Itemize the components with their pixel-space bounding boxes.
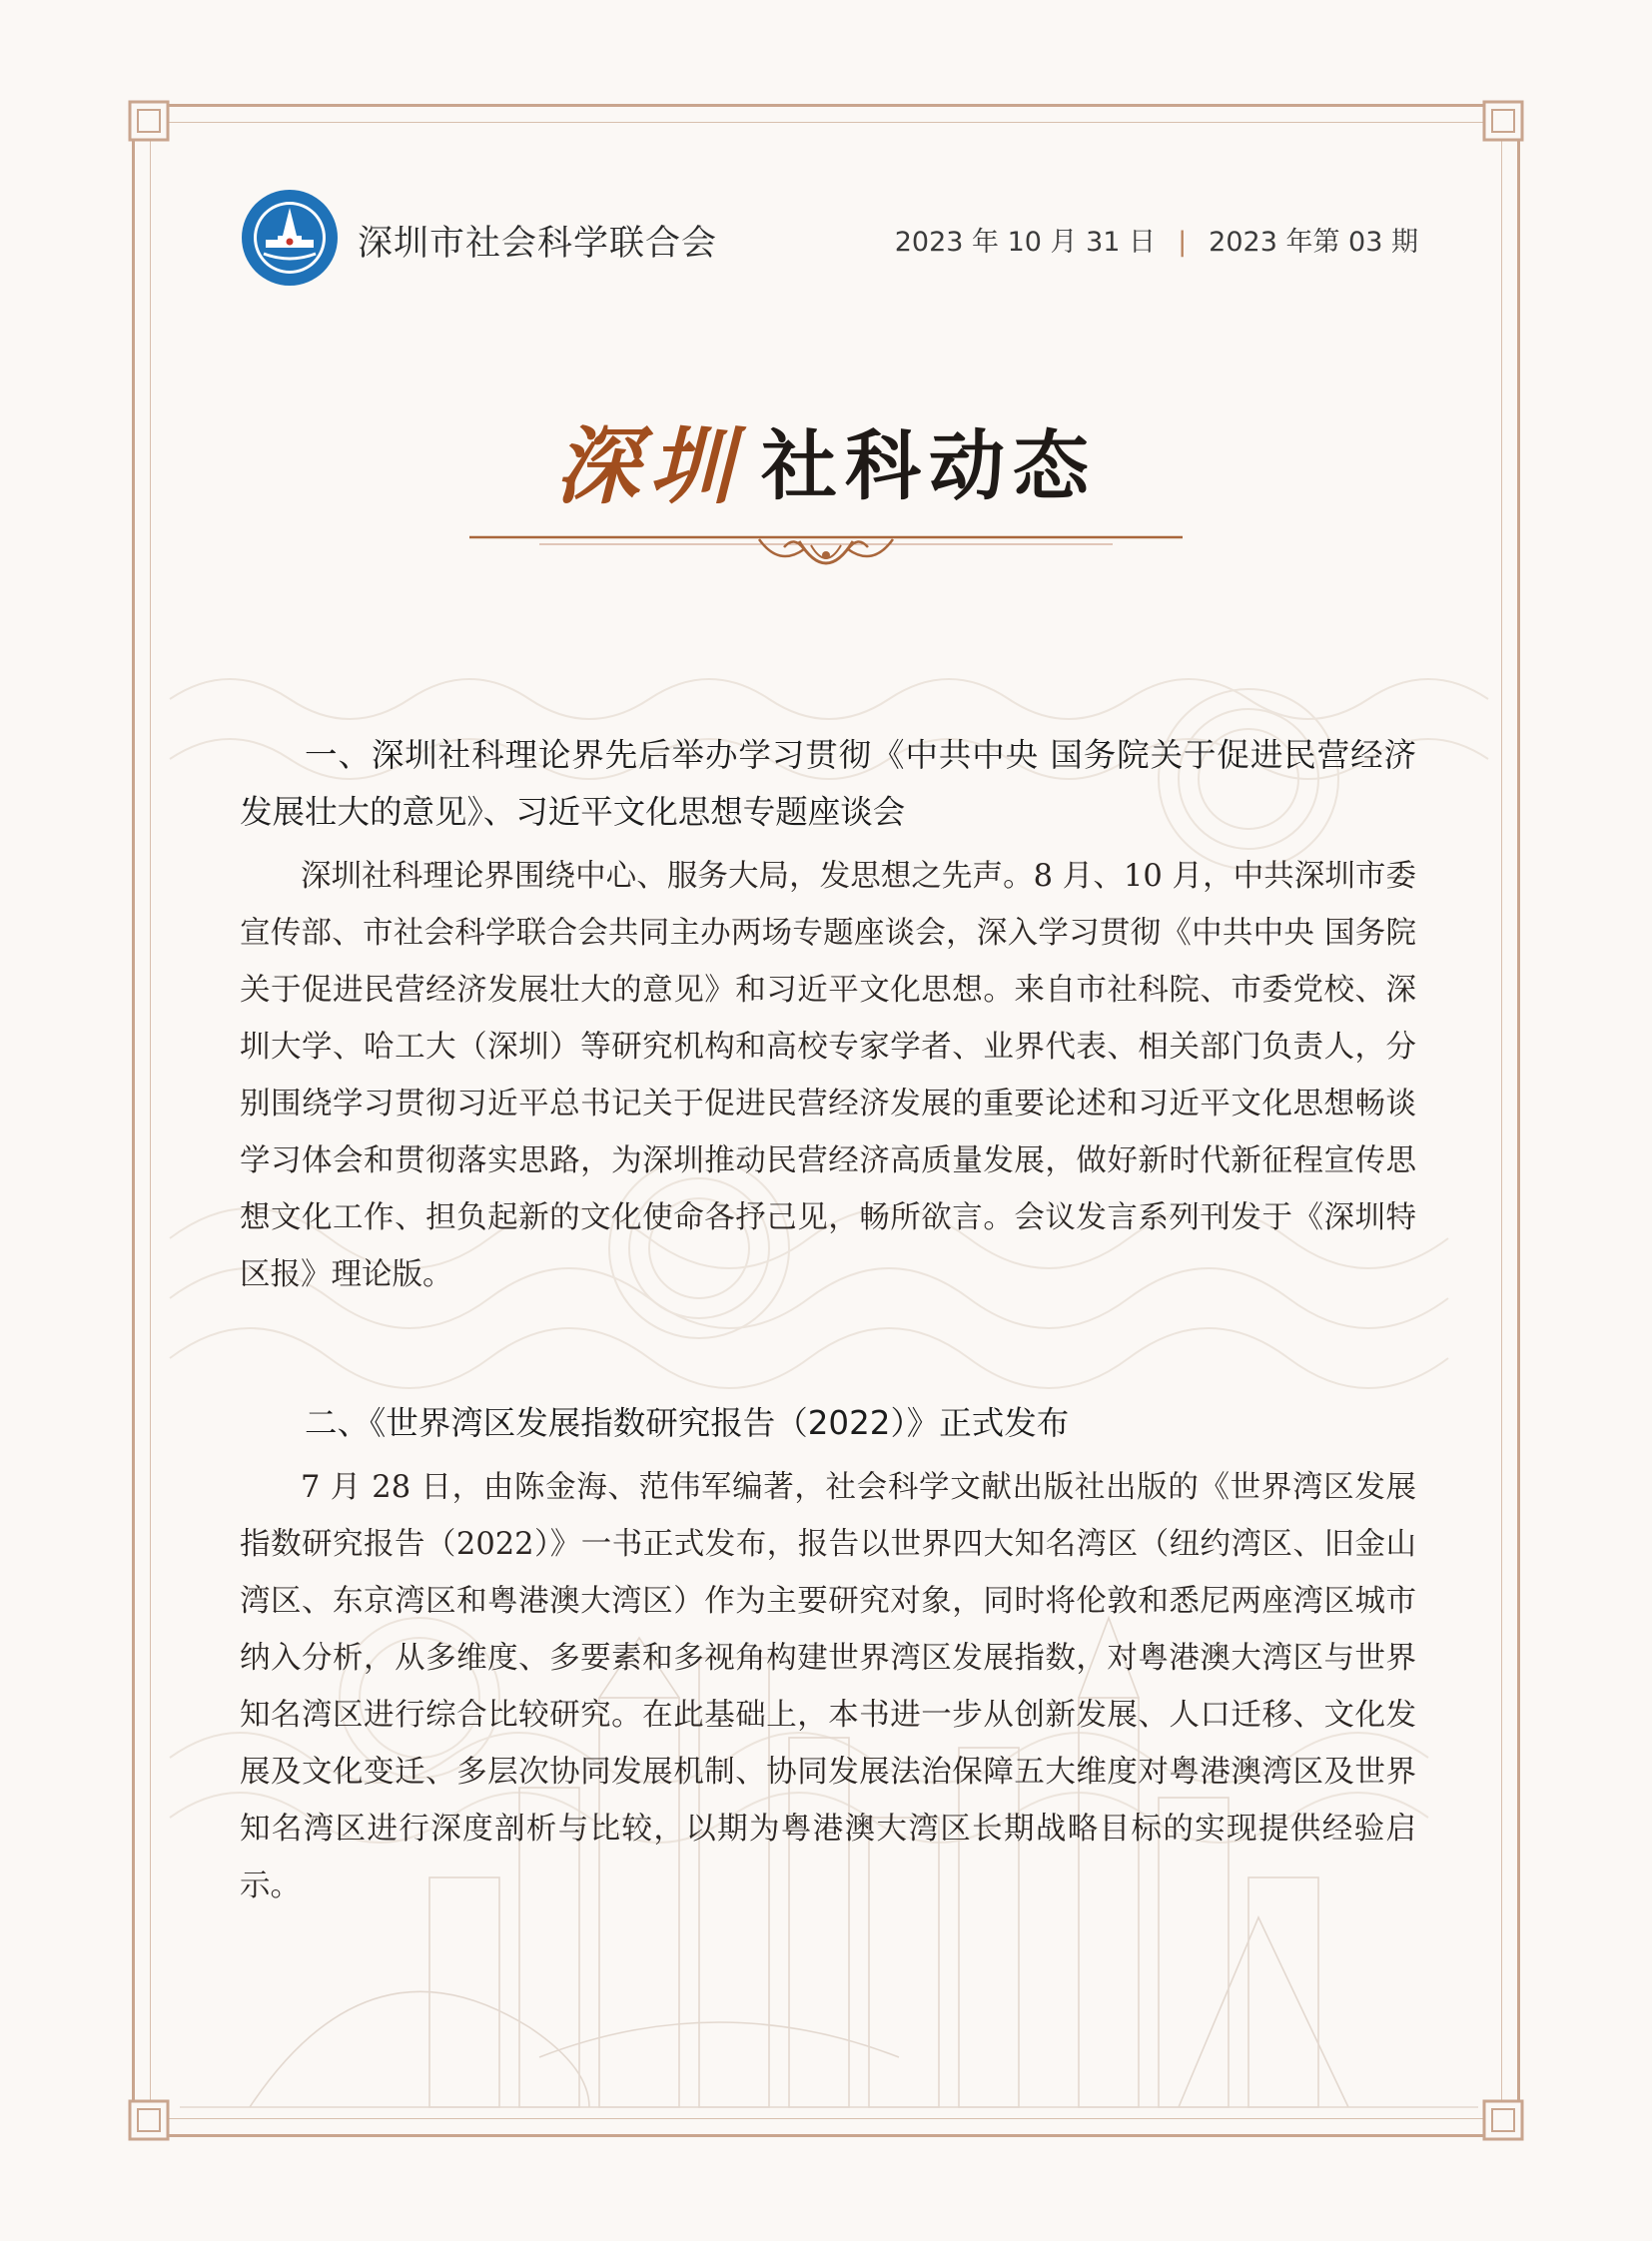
issue-date-line [895, 220, 1418, 259]
corner-ornament-top-right [1480, 98, 1526, 144]
main-content [240, 727, 1416, 1914]
masthead-subtitle: 社科动态 [761, 421, 1097, 510]
issue-number: 2023 年第 03 期 [1209, 227, 1418, 258]
section-title: 二、《世界湾区发展指数研究报告（2022）》正式发布 [305, 1404, 1070, 1442]
section-1 [240, 727, 1416, 1303]
organization-name: 深圳市社会科学联合会 [358, 224, 718, 264]
corner-ornament-bottom-right [1480, 2097, 1526, 2143]
masthead-title [0, 399, 1652, 520]
page-header [240, 180, 1418, 280]
section-title: 一、深圳社科理论界先后举办学习贯彻《中共中央 国务院关于促进民营经济发展壮大的意见》、习近平文化思想专题座谈会 [240, 736, 1416, 831]
section-body: 深圳社科理论界围绕中心、服务大局，发思想之先声。8 月、10 月，中共深圳市委宣传部、市社会科学联合会共同主办两场专题座谈会，深入学习贯彻《中共中央 国务院关于促进民营经济发展壮大的意见》和习近平文化思想。来自市社科院、市委党校、深圳大学、哈工大（深圳）等研究机构和高校专家学者、业界代表、相关部门负责人，分别围绕学习贯彻习近平总书记关于促进民营经济发展的重要论述和习近平文化思想畅谈学习体会和贯彻落实思路，为深圳推动民营经济高质量发展，做好新时代新征程宣传思想文化工作、担负起新的文化使命各抒己见，畅所欲言。会议发言系列刊发于《深圳特区报》理论版。 [240, 859, 1416, 1292]
federation-seal-icon [240, 188, 340, 288]
publication-date: 2023 年 10 月 31 日 [894, 227, 1157, 258]
date-separator: | [1178, 227, 1188, 258]
section-body: 7 月 28 日，由陈金海、范伟军编著，社会科学文献出版社出版的《世界湾区发展指数研究报告（2022）》一书正式发布，报告以世界四大知名湾区（纽约湾区、旧金山湾区、东京湾区和粤港澳大湾区）作为主要研究对象，同时将伦敦和悉尼两座湾区城市纳入分析，从多维度、多要素和多视角构建世界湾区发展指数，对粤港澳大湾区与世界知名湾区进行综合比较研究。在此基础上，本书进一步从创新发展、人口迁移、文化发展及文化变迁、多层次协同发展机制、协同发展法治保障五大维度对粤港澳湾区及世界知名湾区进行深度剖析与比较，以期为粤港澳大湾区长期战略目标的实现提供经验启示。 [240, 1470, 1416, 1903]
corner-ornament-top-left [126, 98, 172, 144]
title-ornament-divider [469, 519, 1183, 585]
section-2 [240, 1395, 1416, 1914]
masthead-shenzhen: 深圳 [554, 416, 743, 515]
corner-ornament-bottom-left [126, 2097, 172, 2143]
